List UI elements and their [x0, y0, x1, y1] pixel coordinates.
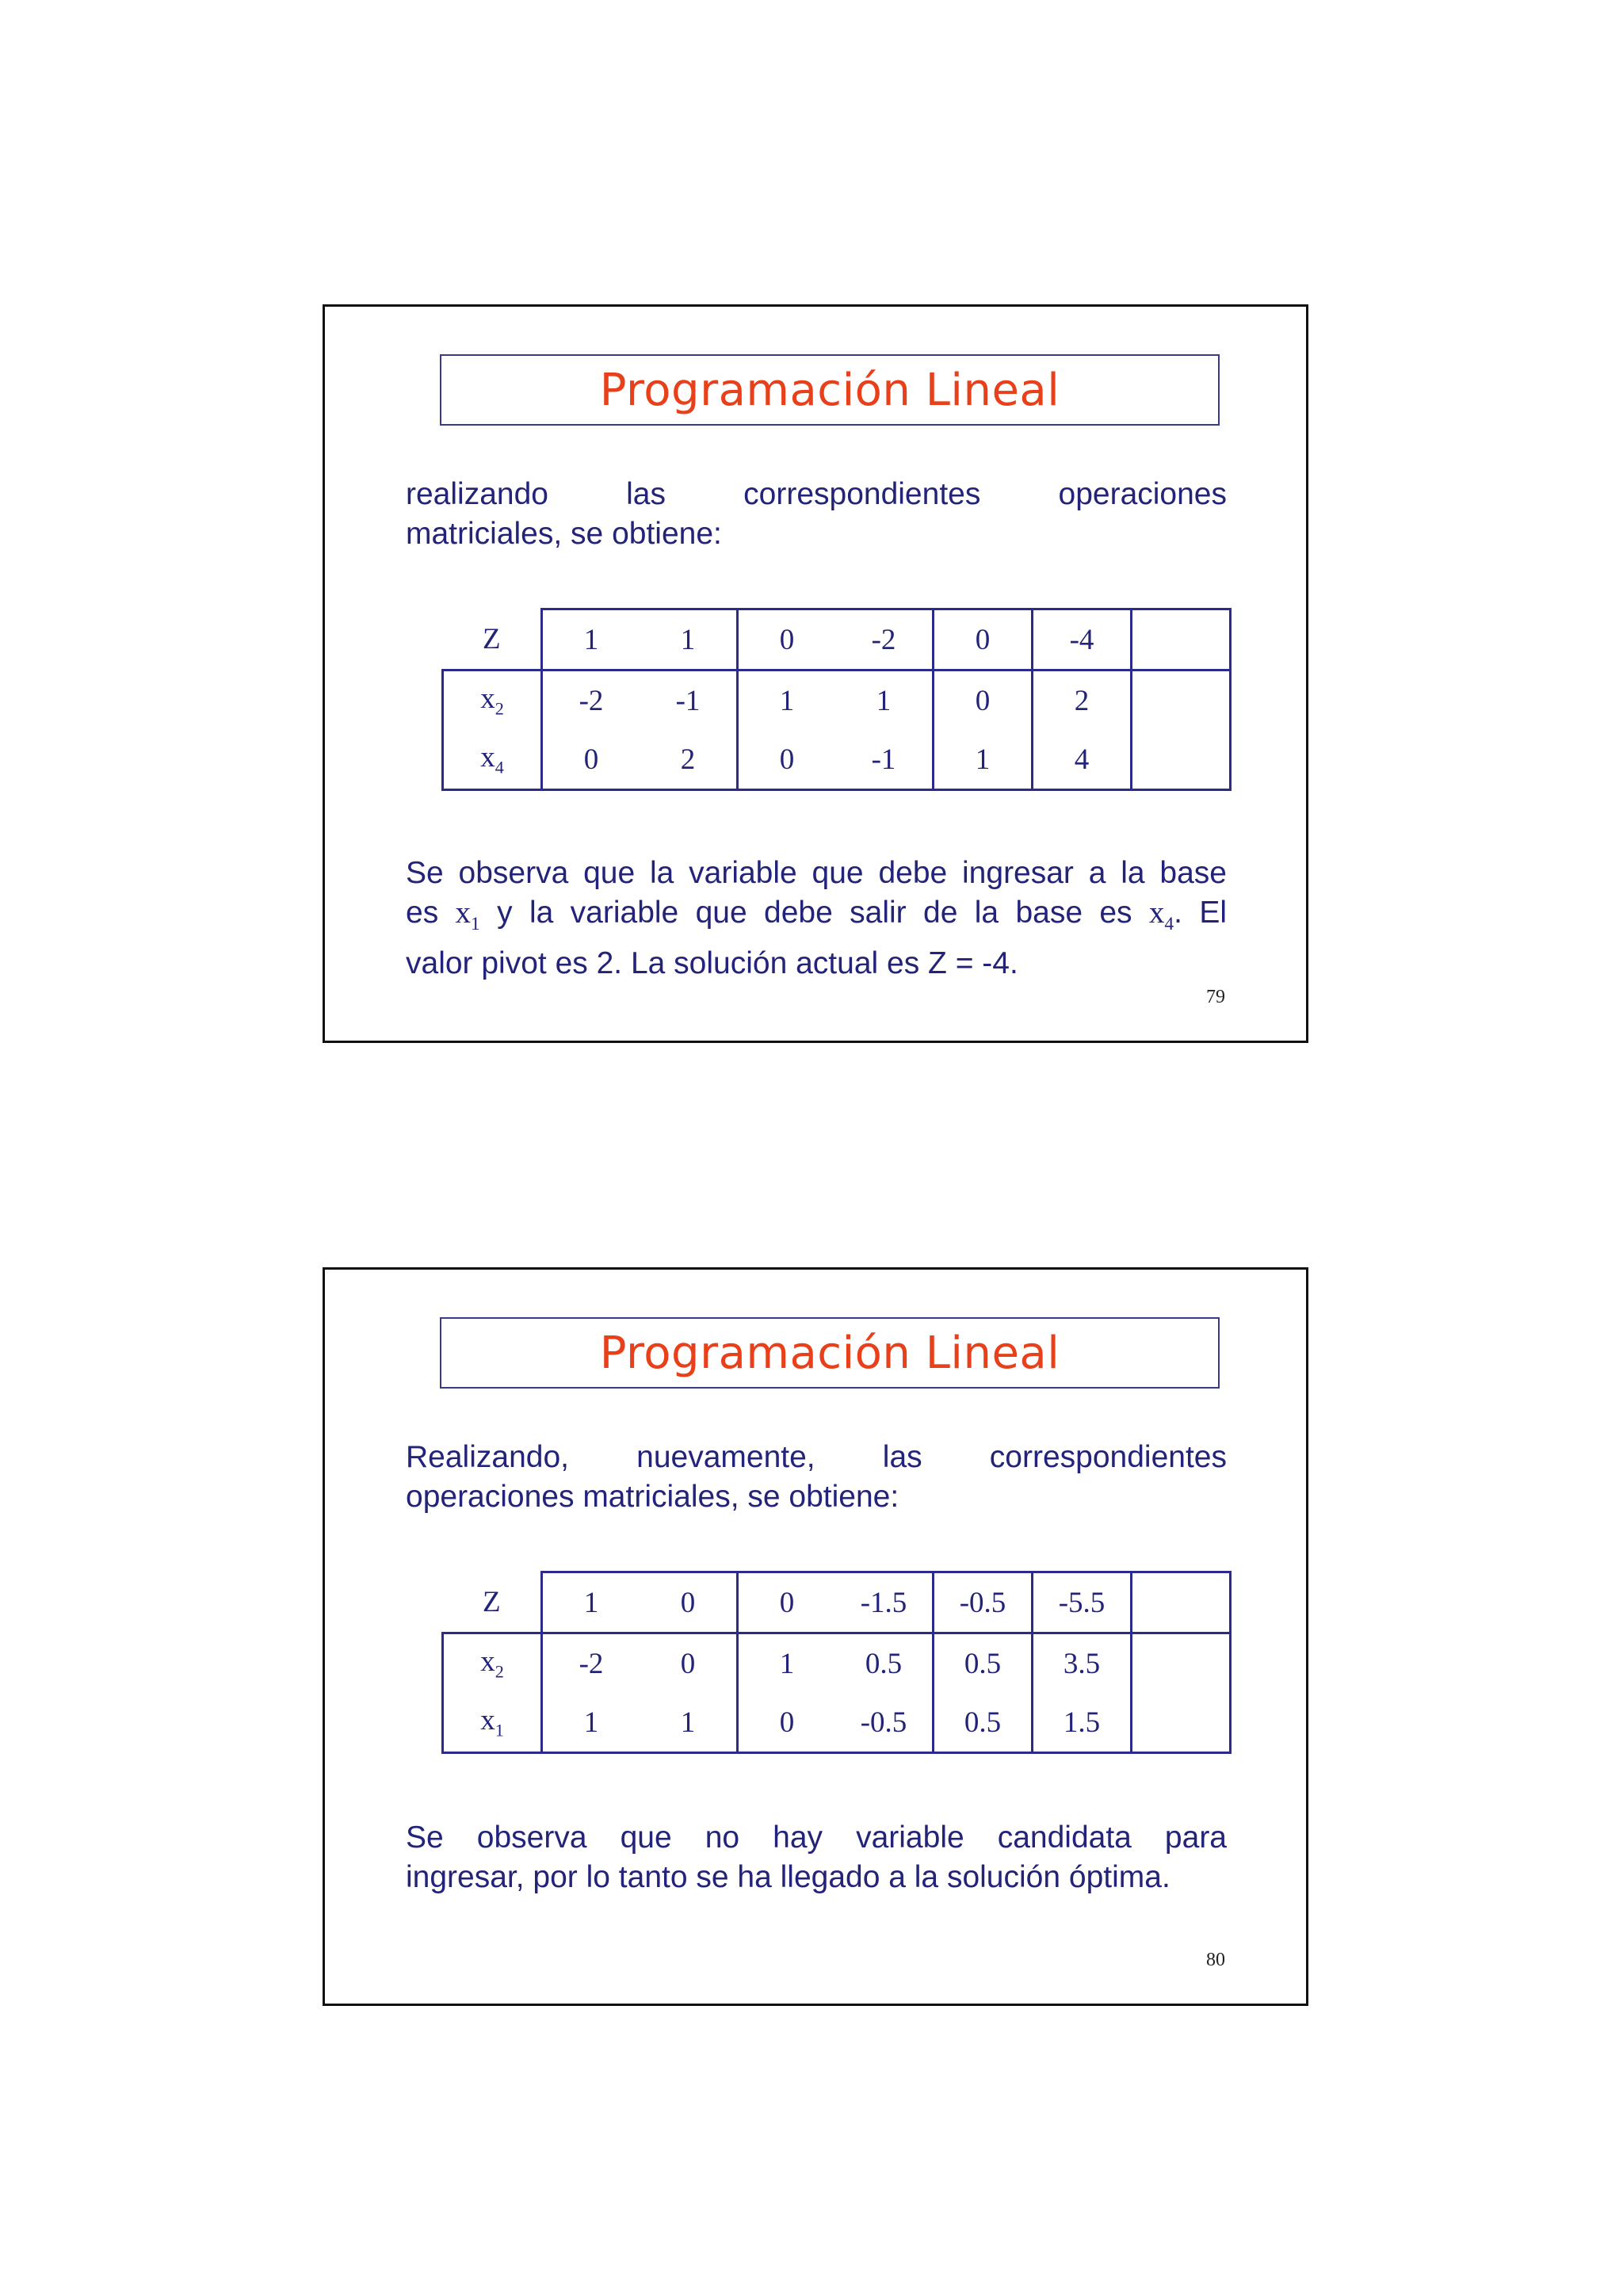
table-cell: 2: [1033, 670, 1132, 731]
slide-title: Programación Lineal: [599, 364, 1060, 416]
table-cell: 0: [542, 730, 640, 790]
simplex-table: [441, 1571, 1232, 1754]
obs-line-3: valor pivot es 2. La solución actual es Z = -4.: [406, 946, 1018, 980]
row-label: $x_2$: [443, 670, 542, 731]
intro-line-2: operaciones matriciales, se obtiene:: [406, 1480, 899, 1514]
slide-title: Programación Lineal: [599, 1327, 1060, 1379]
table-cell: 1: [738, 1633, 836, 1694]
table-row: [443, 609, 1231, 670]
variable-x1: $x_1$: [455, 896, 480, 934]
table-cell: [1132, 1693, 1231, 1753]
table-cell: [1132, 730, 1231, 790]
table-cell: 0.5: [934, 1693, 1033, 1753]
table-cell: -2: [835, 609, 934, 670]
slide-80: [323, 1267, 1308, 2006]
table-cell: [1132, 1633, 1231, 1694]
simplex-table: [441, 608, 1232, 791]
table-cell: 1.5: [1033, 1693, 1132, 1753]
table-cell: 0: [738, 609, 836, 670]
table-row: [443, 1572, 1231, 1633]
table-cell: 0: [640, 1572, 738, 1633]
obs-line-2: [406, 893, 1227, 944]
page-number: 79: [1206, 987, 1225, 1007]
obs-line-1: Se observa que la variable que debe ingresar a la base: [406, 856, 1227, 890]
obs-text-a: es: [406, 896, 456, 930]
row-label: $x_1$: [443, 1693, 542, 1753]
table-cell: 1: [934, 730, 1033, 790]
obs-text-b: y la variable que debe salir de la base es: [479, 896, 1149, 930]
table-cell: 1: [640, 609, 738, 670]
row-label: Z: [482, 622, 501, 655]
slide-title-box: [440, 354, 1220, 426]
table-cell: [1132, 609, 1231, 670]
table-cell: 1: [542, 1572, 640, 1633]
intro-line-1: realizando las correspondientes operaciones: [406, 477, 1227, 511]
table-cell: 2: [640, 730, 738, 790]
table-cell: [1132, 1572, 1231, 1633]
table-cell: -2: [542, 1633, 640, 1694]
table-cell: 0: [934, 609, 1033, 670]
row-label: $x_2$: [443, 1633, 542, 1694]
table-cell: -2: [542, 670, 640, 731]
variable-x4: $x_4$: [1148, 896, 1174, 934]
table-cell: 0: [934, 670, 1033, 731]
table-cell: 0: [738, 730, 836, 790]
table-cell: 4: [1033, 730, 1132, 790]
intro-line-1: Realizando, nuevamente, las correspondientes: [406, 1440, 1227, 1474]
obs-line-1: Se observa que no hay variable candidata para: [406, 1820, 1227, 1855]
slide-79: [323, 304, 1308, 1043]
table-cell: -5.5: [1033, 1572, 1132, 1633]
table-cell: 0: [738, 1693, 836, 1753]
table-cell: -0.5: [934, 1572, 1033, 1633]
page-number: 80: [1206, 1950, 1225, 1970]
table-cell: 1: [542, 1693, 640, 1753]
table-cell: 0: [738, 1572, 836, 1633]
table-cell: 1: [738, 670, 836, 731]
table-row: [443, 1633, 1231, 1694]
table-cell: 1: [876, 684, 892, 717]
table-cell: 1: [640, 1693, 738, 1753]
table-cell: -0.5: [835, 1693, 934, 1753]
intro-line-2: matriciales, se obtiene:: [406, 517, 722, 551]
observation-paragraph: [406, 854, 1227, 984]
table-row: [443, 730, 1231, 790]
table-cell: -1: [675, 684, 701, 717]
table-cell: [1132, 670, 1231, 731]
table-cell: 0.5: [865, 1647, 903, 1680]
slide-title-box: [440, 1317, 1220, 1389]
table-row: [443, 670, 1231, 731]
row-label: $x_4$: [443, 730, 542, 790]
obs-text-c: . El: [1174, 896, 1227, 930]
table-cell: 1: [542, 609, 640, 670]
table-cell: 0.5: [934, 1633, 1033, 1694]
table-cell: -1.5: [835, 1572, 934, 1633]
table-cell: -1: [835, 730, 934, 790]
table-cell: -4: [1033, 609, 1132, 670]
row-label: Z: [482, 1585, 501, 1618]
table-row: [443, 1693, 1231, 1753]
table-cell: 0: [680, 1647, 696, 1680]
table-cell: 3.5: [1033, 1633, 1132, 1694]
obs-line-2: ingresar, por lo tanto se ha llegado a la solución óptima.: [406, 1860, 1170, 1894]
intro-paragraph: [406, 475, 1227, 554]
intro-paragraph: [406, 1438, 1227, 1517]
observation-paragraph: [406, 1818, 1227, 1897]
